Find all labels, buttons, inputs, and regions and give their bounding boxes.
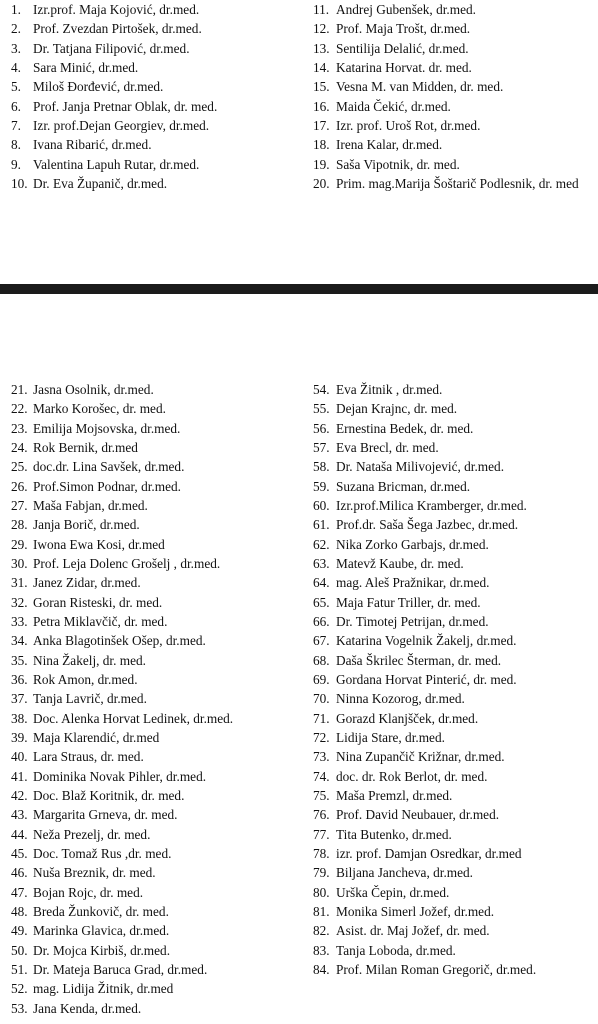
list-item	[313, 515, 536, 534]
item-name: Rok Amon, dr.med.	[33, 671, 138, 687]
item-number: 44.	[11, 826, 28, 842]
list-item	[11, 399, 233, 418]
item-name: Neža Prezelj, dr. med.	[33, 826, 151, 842]
item-name: Izr.prof.Milica Kramberger, dr.med.	[336, 497, 527, 513]
list-item	[313, 0, 579, 19]
item-number: 14.	[313, 59, 330, 75]
item-number: 62.	[313, 536, 330, 552]
list-item	[11, 58, 217, 77]
item-name: Marinka Glavica, dr.med.	[33, 923, 170, 939]
item-number: 24.	[11, 439, 28, 455]
list-item	[313, 77, 579, 96]
list-item	[313, 921, 536, 940]
item-number: 8.	[11, 137, 21, 153]
list-item	[313, 612, 536, 631]
item-number: 61.	[313, 517, 330, 533]
item-name: Goran Risteski, dr. med.	[33, 594, 163, 610]
item-number: 79.	[313, 865, 330, 881]
item-name: Prof. Leja Dolenc Grošelj , dr.med.	[33, 555, 221, 571]
item-number: 72.	[313, 729, 330, 745]
item-name: Breda Žunkovič, dr. med.	[33, 903, 169, 919]
item-number: 43.	[11, 807, 28, 823]
list-item	[313, 941, 536, 960]
item-name: Tanja Lavrič, dr.med.	[33, 691, 147, 707]
list-item	[11, 631, 233, 650]
list-item	[11, 825, 233, 844]
item-name: Janja Borič, dr.med.	[33, 517, 140, 533]
item-number: 27.	[11, 497, 28, 513]
item-name: Asist. dr. Maj Jožef, dr. med.	[336, 923, 490, 939]
item-name: Prof. David Neubauer, dr.med.	[336, 807, 500, 823]
list-item	[11, 496, 233, 515]
list-item	[313, 863, 536, 882]
list-item	[313, 709, 536, 728]
list-item	[313, 135, 579, 154]
item-name: Rok Bernik, dr.med	[33, 439, 138, 455]
item-name: Nina Žakelj, dr. med.	[33, 652, 146, 668]
list-item	[313, 767, 536, 786]
item-name: Izr. prof. Uroš Rot, dr.med.	[336, 117, 481, 133]
item-number: 67.	[313, 633, 330, 649]
list-item	[11, 902, 233, 921]
item-number: 3.	[11, 40, 21, 56]
item-name: Doc. Alenka Horvat Ledinek, dr.med.	[33, 710, 234, 726]
item-number: 53.	[11, 1000, 28, 1016]
item-number: 49.	[11, 923, 28, 939]
item-number: 38.	[11, 710, 28, 726]
item-number: 21.	[11, 382, 28, 397]
item-name: Prof.dr. Saša Šega Jazbec, dr.med.	[336, 517, 519, 533]
item-number: 23.	[11, 420, 28, 436]
item-number: 66.	[313, 613, 330, 629]
item-name: Tanja Loboda, dr.med.	[336, 942, 456, 958]
item-number: 45.	[11, 845, 28, 861]
item-number: 40.	[11, 749, 28, 765]
list-item	[313, 457, 536, 476]
item-name: Daša Škrilec Šterman, dr. med.	[336, 652, 502, 668]
list-item	[313, 844, 536, 863]
item-number: 48.	[11, 903, 28, 919]
item-number: 83.	[313, 942, 330, 958]
list-item	[11, 612, 233, 631]
item-number: 47.	[11, 884, 28, 900]
item-number: 30.	[11, 555, 28, 571]
item-name: Eva Žitnik , dr.med.	[336, 382, 443, 397]
item-number: 1.	[11, 2, 21, 17]
list-item	[313, 651, 536, 670]
item-name: izr. prof. Damjan Osredkar, dr.med	[336, 845, 522, 861]
list-item	[11, 97, 217, 116]
page-separator-band	[0, 284, 598, 294]
item-number: 77.	[313, 826, 330, 842]
item-number: 18.	[313, 137, 330, 153]
list-item	[313, 554, 536, 573]
item-name: Maša Fabjan, dr.med.	[33, 497, 148, 513]
item-name: Saša Vipotnik, dr. med.	[336, 156, 460, 172]
item-name: Izr. prof.Dejan Georgiev, dr.med.	[33, 117, 210, 133]
item-name: Valentina Lapuh Rutar, dr.med.	[33, 156, 200, 172]
list-item	[11, 728, 233, 747]
list-item	[313, 438, 536, 457]
list-item	[11, 844, 233, 863]
item-name: Jasna Osolnik, dr.med.	[33, 382, 154, 397]
item-name: Maida Čekić, dr.med.	[336, 98, 451, 114]
item-name: Janez Zidar, dr.med.	[33, 575, 141, 591]
item-number: 13.	[313, 40, 330, 56]
item-number: 17.	[313, 117, 330, 133]
list-item	[11, 419, 233, 438]
item-number: 2.	[11, 21, 21, 37]
item-number: 56.	[313, 420, 330, 436]
list-item	[11, 135, 217, 154]
item-name: Dr. Mojca Kirbiš, dr.med.	[33, 942, 171, 958]
list-item	[11, 999, 233, 1018]
item-name: Ivana Ribarić, dr.med.	[33, 137, 152, 153]
list-item	[11, 438, 233, 457]
item-name: Doc. Blaž Koritnik, dr. med.	[33, 787, 185, 803]
list-item	[313, 747, 536, 766]
item-number: 42.	[11, 787, 28, 803]
item-name: Marko Korošec, dr. med.	[33, 401, 166, 417]
list-item	[11, 747, 233, 766]
item-number: 36.	[11, 671, 28, 687]
list-item	[11, 535, 233, 554]
list-item	[313, 883, 536, 902]
list-item	[11, 883, 233, 902]
item-number: 69.	[313, 671, 330, 687]
item-number: 15.	[313, 79, 330, 95]
list-item	[11, 863, 233, 882]
item-name: Maša Premzl, dr.med.	[336, 787, 453, 803]
item-name: Eva Brecl, dr. med.	[336, 439, 439, 455]
item-number: 74.	[313, 768, 330, 784]
item-number: 57.	[313, 439, 330, 455]
item-number: 54.	[313, 382, 330, 397]
item-name: Lara Straus, dr. med.	[33, 749, 144, 765]
list-item	[11, 960, 233, 979]
item-number: 46.	[11, 865, 28, 881]
item-name: Ernestina Bedek, dr. med.	[336, 420, 474, 436]
list-item	[11, 116, 217, 135]
list-item	[313, 593, 536, 612]
item-name: Maja Klarendić, dr.med	[33, 729, 160, 745]
item-name: Emilija Mojsovska, dr.med.	[33, 420, 181, 436]
list-item	[313, 805, 536, 824]
item-number: 63.	[313, 555, 330, 571]
list-item	[11, 573, 233, 592]
top-right-list	[313, 0, 579, 193]
list-item	[313, 670, 536, 689]
item-name: Biljana Jancheva, dr.med.	[336, 865, 473, 881]
list-item	[11, 593, 233, 612]
item-number: 70.	[313, 691, 330, 707]
list-item	[11, 0, 217, 19]
item-name: mag. Lidija Žitnik, dr.med	[33, 981, 174, 997]
item-number: 39.	[11, 729, 28, 745]
item-number: 37.	[11, 691, 28, 707]
item-name: Lidija Stare, dr.med.	[336, 729, 445, 745]
item-name: Sara Minić, dr.med.	[33, 59, 139, 75]
item-number: 50.	[11, 942, 28, 958]
item-name: Dominika Novak Pihler, dr.med.	[33, 768, 207, 784]
list-item	[313, 174, 579, 193]
item-number: 81.	[313, 903, 330, 919]
item-number: 6.	[11, 98, 21, 114]
item-name: Iwona Ewa Kosi, dr.med	[33, 536, 165, 552]
item-number: 75.	[313, 787, 330, 803]
list-item	[313, 689, 536, 708]
item-name: Tita Butenko, dr.med.	[336, 826, 452, 842]
item-name: Dr. Nataša Milivojević, dr.med.	[336, 459, 505, 475]
list-item	[313, 19, 579, 38]
item-name: Prof. Zvezdan Pirtošek, dr.med.	[33, 21, 202, 37]
item-number: 7.	[11, 117, 21, 133]
item-name: Sentilija Delalić, dr.med.	[336, 40, 469, 56]
item-name: Prof.Simon Podnar, dr.med.	[33, 478, 181, 494]
item-name: Katarina Horvat. dr. med.	[336, 59, 472, 75]
list-item	[11, 670, 233, 689]
item-name: Margarita Grneva, dr. med.	[33, 807, 178, 823]
item-number: 73.	[313, 749, 330, 765]
item-number: 16.	[313, 98, 330, 114]
list-item	[11, 941, 233, 960]
list-item	[11, 709, 233, 728]
item-name: Miloš Đorđević, dr.med.	[33, 79, 164, 95]
list-item	[313, 477, 536, 496]
list-item	[11, 477, 233, 496]
item-number: 32.	[11, 594, 28, 610]
item-name: Doc. Tomaž Rus ,dr. med.	[33, 845, 172, 861]
list-item	[11, 651, 233, 670]
item-number: 10.	[11, 175, 28, 191]
list-item	[11, 689, 233, 708]
item-name: doc.dr. Lina Savšek, dr.med.	[33, 459, 185, 475]
list-item	[11, 39, 217, 58]
item-number: 68.	[313, 652, 330, 668]
list-item	[11, 515, 233, 534]
item-name: mag. Aleš Pražnikar, dr.med.	[336, 575, 490, 591]
item-name: Suzana Bricman, dr.med.	[336, 478, 471, 494]
item-number: 84.	[313, 961, 330, 977]
item-name: Prof. Milan Roman Gregorič, dr.med.	[336, 961, 537, 977]
list-item	[11, 921, 233, 940]
item-name: Prof. Maja Trošt, dr.med.	[336, 21, 471, 37]
item-number: 55.	[313, 401, 330, 417]
item-name: Anka Blagotinšek Ošep, dr.med.	[33, 633, 206, 649]
item-name: Maja Fatur Triller, dr. med.	[336, 594, 481, 610]
list-item	[313, 902, 536, 921]
item-name: Jana Kenda, dr.med.	[33, 1000, 142, 1016]
item-number: 5.	[11, 79, 21, 95]
item-number: 78.	[313, 845, 330, 861]
list-item	[11, 380, 233, 399]
list-item	[11, 155, 217, 174]
bottom-left-list	[11, 380, 233, 1018]
item-name: Andrej Gubenšek, dr.med.	[336, 2, 476, 17]
list-item	[11, 174, 217, 193]
list-item	[313, 380, 536, 399]
item-name: Ninna Kozorog, dr.med.	[336, 691, 465, 707]
item-name: Dr. Mateja Baruca Grad, dr.med.	[33, 961, 208, 977]
item-name: Dr. Tatjana Filipović, dr.med.	[33, 40, 190, 56]
item-name: Petra Miklavčič, dr. med.	[33, 613, 168, 629]
item-number: 25.	[11, 459, 28, 475]
list-item	[313, 39, 579, 58]
item-number: 9.	[11, 156, 21, 172]
item-name: Izr.prof. Maja Kojović, dr.med.	[33, 2, 200, 17]
item-number: 52.	[11, 981, 28, 997]
item-name: Nika Zorko Garbajs, dr.med.	[336, 536, 489, 552]
item-name: Dejan Krajnc, dr. med.	[336, 401, 458, 417]
list-item	[313, 58, 579, 77]
item-number: 82.	[313, 923, 330, 939]
list-item	[313, 116, 579, 135]
list-item	[313, 960, 536, 979]
item-name: Gordana Horvat Pinterić, dr. med.	[336, 671, 517, 687]
item-number: 65.	[313, 594, 330, 610]
item-number: 4.	[11, 59, 21, 75]
item-name: Nuša Breznik, dr. med.	[33, 865, 156, 881]
list-item	[313, 419, 536, 438]
item-number: 11.	[313, 2, 330, 17]
item-name: Prim. mag.Marija Šoštarič Podlesnik, dr. med	[336, 175, 579, 191]
item-number: 64.	[313, 575, 330, 591]
item-name: doc. dr. Rok Berlot, dr. med.	[336, 768, 488, 784]
item-number: 22.	[11, 401, 28, 417]
list-item	[11, 77, 217, 96]
item-number: 80.	[313, 884, 330, 900]
item-name: Nina Zupančič Križnar, dr.med.	[336, 749, 505, 765]
item-number: 19.	[313, 156, 330, 172]
item-number: 59.	[313, 478, 330, 494]
item-name: Matevž Kaube, dr. med.	[336, 555, 464, 571]
list-item	[313, 97, 579, 116]
list-item	[11, 554, 233, 573]
item-name: Monika Simerl Jožef, dr.med.	[336, 903, 495, 919]
item-number: 58.	[313, 459, 330, 475]
item-number: 76.	[313, 807, 330, 823]
bottom-right-list	[313, 380, 536, 979]
list-item	[313, 399, 536, 418]
list-item	[11, 767, 233, 786]
item-number: 12.	[313, 21, 330, 37]
item-name: Gorazd Klanjšček, dr.med.	[336, 710, 479, 726]
item-number: 51.	[11, 961, 28, 977]
list-item	[313, 155, 579, 174]
item-number: 28.	[11, 517, 28, 533]
item-number: 29.	[11, 536, 28, 552]
item-number: 41.	[11, 768, 28, 784]
item-name: Urška Čepin, dr.med.	[336, 884, 450, 900]
list-item	[313, 825, 536, 844]
item-name: Dr. Timotej Petrijan, dr.med.	[336, 613, 489, 629]
list-item	[313, 631, 536, 650]
item-number: 71.	[313, 710, 330, 726]
item-name: Bojan Rojc, dr. med.	[33, 884, 144, 900]
item-number: 26.	[11, 478, 28, 494]
list-item	[11, 786, 233, 805]
item-number: 35.	[11, 652, 28, 668]
list-item	[313, 573, 536, 592]
list-item	[313, 728, 536, 747]
list-item	[313, 535, 536, 554]
item-number: 20.	[313, 175, 330, 191]
item-number: 31.	[11, 575, 28, 591]
item-name: Irena Kalar, dr.med.	[336, 137, 443, 153]
list-item	[11, 457, 233, 476]
item-number: 60.	[313, 497, 330, 513]
list-item	[313, 496, 536, 515]
list-item	[11, 19, 217, 38]
item-name: Dr. Eva Županič, dr.med.	[33, 175, 168, 191]
item-name: Katarina Vogelnik Žakelj, dr.med.	[336, 633, 517, 649]
list-item	[11, 979, 233, 998]
item-number: 34.	[11, 633, 28, 649]
item-name: Prof. Janja Pretnar Oblak, dr. med.	[33, 98, 218, 114]
item-name: Vesna M. van Midden, dr. med.	[336, 79, 504, 95]
item-number: 33.	[11, 613, 28, 629]
list-item	[313, 786, 536, 805]
list-item	[11, 805, 233, 824]
top-left-list	[11, 0, 217, 193]
